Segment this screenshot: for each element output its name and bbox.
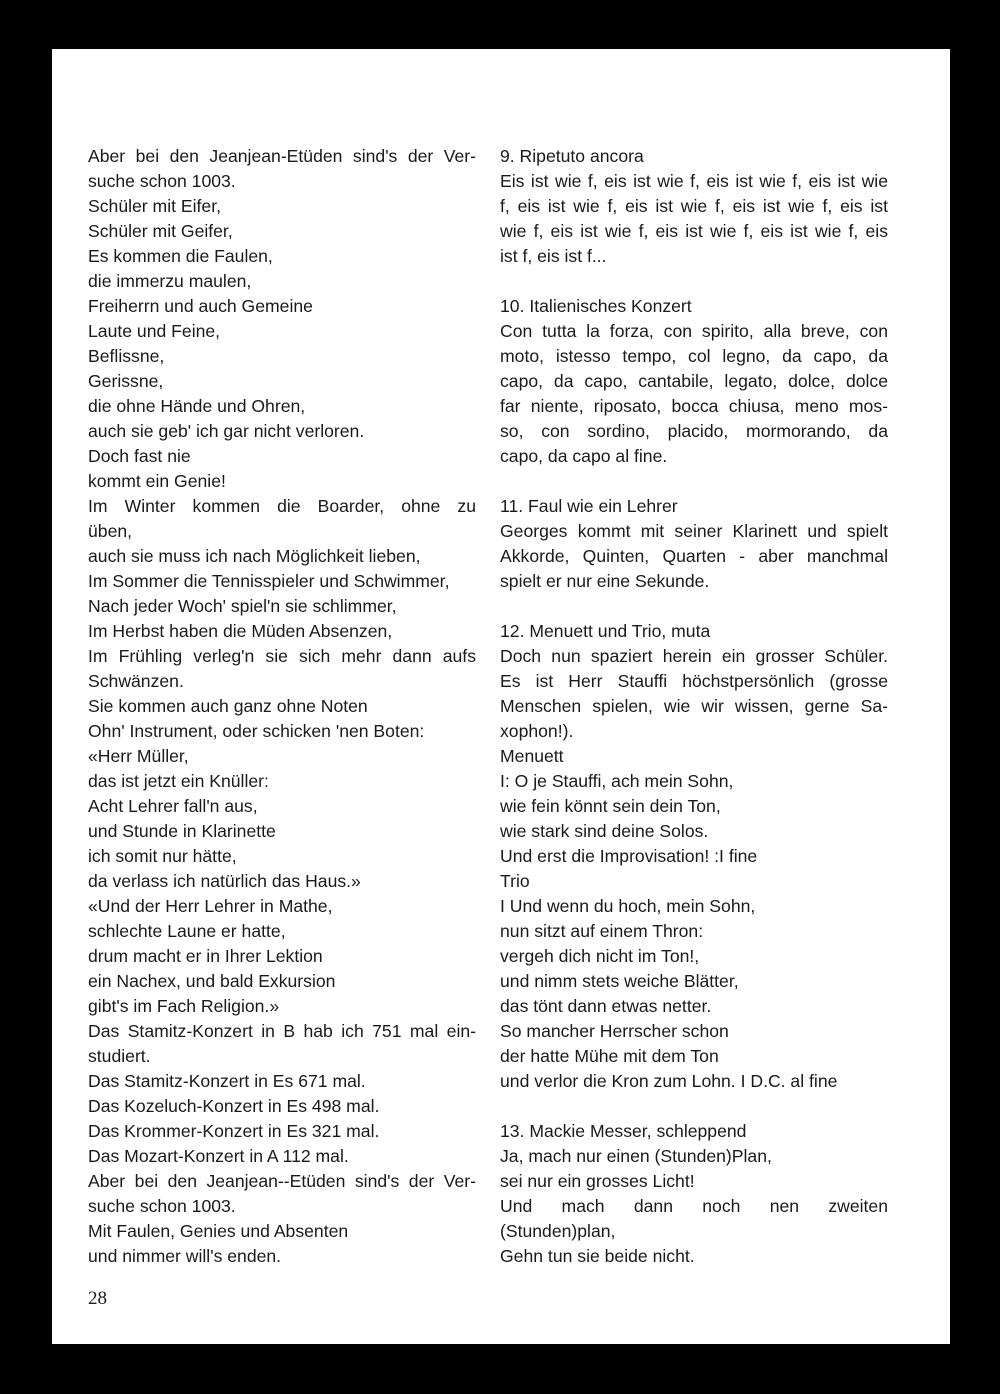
text-line: 12. Menuett und Trio, muta	[500, 621, 711, 641]
text-line: Im Sommer die Tennisspieler und Schwimmer,	[88, 571, 450, 591]
text-line: Acht Lehrer fall'n aus,	[88, 796, 258, 816]
text-line: sei nur ein grosses Licht!	[500, 1171, 695, 1191]
book-page	[52, 49, 950, 1344]
paragraph-gap	[500, 269, 888, 294]
text-line: Schüler mit Eifer,	[88, 196, 221, 216]
text-line: f, eis ist wie f, eis ist wie f, eis ist wie f, eis ist	[500, 196, 888, 216]
text-line: schlechte Laune er hatte,	[88, 921, 286, 941]
text-line: spielt er nur eine Sekunde.	[500, 571, 710, 591]
text-line: Es kommen die Faulen,	[88, 246, 273, 266]
text-line: Im Frühling verleg'n sie sich mehr dann aufs	[88, 646, 476, 666]
text-line: Das Krommer-Konzert in Es 321 mal.	[88, 1121, 380, 1141]
text-line: und Stunde in Klarinette	[88, 821, 276, 841]
text-line: nun sitzt auf einem Thron:	[500, 921, 704, 941]
text-line: die ohne Hände und Ohren,	[88, 396, 306, 416]
text-line: Im Winter kommen die Boarder, ohne zu	[88, 496, 476, 516]
text-line: die immerzu maulen,	[88, 271, 252, 291]
text-line: vergeh dich nicht im Ton!,	[500, 946, 700, 966]
text-line: wie f, eis ist wie f, eis ist wie f, eis ist wie f, eis	[500, 221, 888, 241]
text-line: Schüler mit Geifer,	[88, 221, 233, 241]
text-line: Laute und Feine,	[88, 321, 221, 341]
text-line: so, con sordino, placido, mormorando, da	[500, 421, 888, 441]
text-line: Im Herbst haben die Müden Absenzen,	[88, 621, 393, 641]
text-line: ein Nachex, und bald Exkursion	[88, 971, 336, 991]
text-line: Aber bei den Jeanjean-Etüden sind's der Ver-	[88, 146, 476, 166]
text-line: ich somit nur hätte,	[88, 846, 237, 866]
text-line: 11. Faul wie ein Lehrer	[500, 496, 678, 516]
text-line: Doch fast nie	[88, 446, 191, 466]
text-line: das tönt dann etwas netter.	[500, 996, 712, 1016]
text-line: auch sie geb' ich gar nicht verloren.	[88, 421, 365, 441]
text-line: Ja, mach nur einen (Stunden)Plan,	[500, 1146, 772, 1166]
text-line: Nach jeder Woch' spiel'n sie schlimmer,	[88, 596, 397, 616]
left-text-column	[88, 144, 476, 1269]
text-line: und nimmer will's enden.	[88, 1246, 282, 1266]
text-line: da verlass ich natürlich das Haus.»	[88, 871, 361, 891]
text-line: Sie kommen auch ganz ohne Noten	[88, 696, 368, 716]
text-line: So mancher Herrscher schon	[500, 1021, 729, 1041]
text-line: Beflissne,	[88, 346, 165, 366]
text-line: und verlor die Kron zum Lohn. I D.C. al fine	[500, 1071, 838, 1091]
text-line: Akkorde, Quinten, Quarten - aber manchmal	[500, 546, 888, 566]
text-line: Und mach dann noch nen zweiten	[500, 1196, 888, 1216]
text-line: wie fein könnt sein dein Ton,	[500, 796, 721, 816]
text-line: üben,	[88, 521, 133, 541]
text-line: Eis ist wie f, eis ist wie f, eis ist wie f, eis ist wie	[500, 171, 888, 191]
text-line: gibt's im Fach Religion.»	[88, 996, 280, 1016]
text-line: Und erst die Improvisation! :I fine	[500, 846, 758, 866]
text-line: der hatte Mühe mit dem Ton	[500, 1046, 719, 1066]
text-line: Menschen spielen, wie wir wissen, gerne Sa-	[500, 696, 888, 716]
text-line: Schwänzen.	[88, 671, 184, 691]
text-line: Ohn' Instrument, oder schicken 'nen Boten:	[88, 721, 425, 741]
text-line: Doch nun spaziert herein ein grosser Schüler.	[500, 646, 888, 666]
text-line: Es ist Herr Stauffi höchstpersönlich (grosse	[500, 671, 888, 691]
text-line: Gerissne,	[88, 371, 164, 391]
text-line: Das Kozeluch-Konzert in Es 498 mal.	[88, 1096, 380, 1116]
text-line: Das Stamitz-Konzert in Es 671 mal.	[88, 1071, 366, 1091]
text-line: capo, da capo, cantabile, legato, dolce, dolce	[500, 371, 888, 391]
text-line: Menuett	[500, 746, 564, 766]
text-line: Das Mozart-Konzert in A 112 mal.	[88, 1146, 349, 1166]
paragraph-gap	[500, 594, 888, 619]
text-line: I Und wenn du hoch, mein Sohn,	[500, 896, 756, 916]
text-line: 9. Ripetuto ancora	[500, 146, 644, 166]
text-line: studiert.	[88, 1046, 151, 1066]
text-line: Freiherrn und auch Gemeine	[88, 296, 313, 316]
text-line: 10. Italienisches Konzert	[500, 296, 692, 316]
text-line: Trio	[500, 871, 530, 891]
paragraph-gap	[500, 1094, 888, 1119]
paragraph-gap	[500, 469, 888, 494]
text-line: Das Stamitz-Konzert in B hab ich 751 mal ein-	[88, 1021, 476, 1041]
text-line: wie stark sind deine Solos.	[500, 821, 709, 841]
text-line: Gehn tun sie beide nicht.	[500, 1246, 695, 1266]
text-line: «Herr Müller,	[88, 746, 189, 766]
text-line: «Und der Herr Lehrer in Mathe,	[88, 896, 333, 916]
text-line: suche schon 1003.	[88, 171, 236, 191]
text-line: Con tutta la forza, con spirito, alla breve, con	[500, 321, 888, 341]
text-line: capo, da capo al fine.	[500, 446, 668, 466]
text-line: suche schon 1003.	[88, 1196, 236, 1216]
text-line: 13. Mackie Messer, schleppend	[500, 1121, 747, 1141]
text-line: kommt ein Genie!	[88, 471, 226, 491]
text-line: (Stunden)plan,	[500, 1221, 616, 1241]
text-line: I: O je Stauffi, ach mein Sohn,	[500, 771, 734, 791]
text-line: far niente, riposato, bocca chiusa, meno mos-	[500, 396, 888, 416]
right-text-column	[500, 144, 888, 1269]
text-line: Georges kommt mit seiner Klarinett und spielt	[500, 521, 888, 541]
text-line: Aber bei den Jeanjean--Etüden sind's der Ver-	[88, 1171, 476, 1191]
text-line: xophon!).	[500, 721, 574, 741]
text-line: ist f, eis ist f...	[500, 246, 607, 266]
text-line: drum macht er in Ihrer Lektion	[88, 946, 323, 966]
text-line: und nimm stets weiche Blätter,	[500, 971, 739, 991]
text-line: auch sie muss ich nach Möglichkeit lieben,	[88, 546, 421, 566]
text-line: Mit Faulen, Genies und Absenten	[88, 1221, 349, 1241]
text-line: das ist jetzt ein Knüller:	[88, 771, 269, 791]
page-number: 28	[88, 1288, 107, 1309]
text-line: moto, istesso tempo, col legno, da capo, da	[500, 346, 888, 366]
